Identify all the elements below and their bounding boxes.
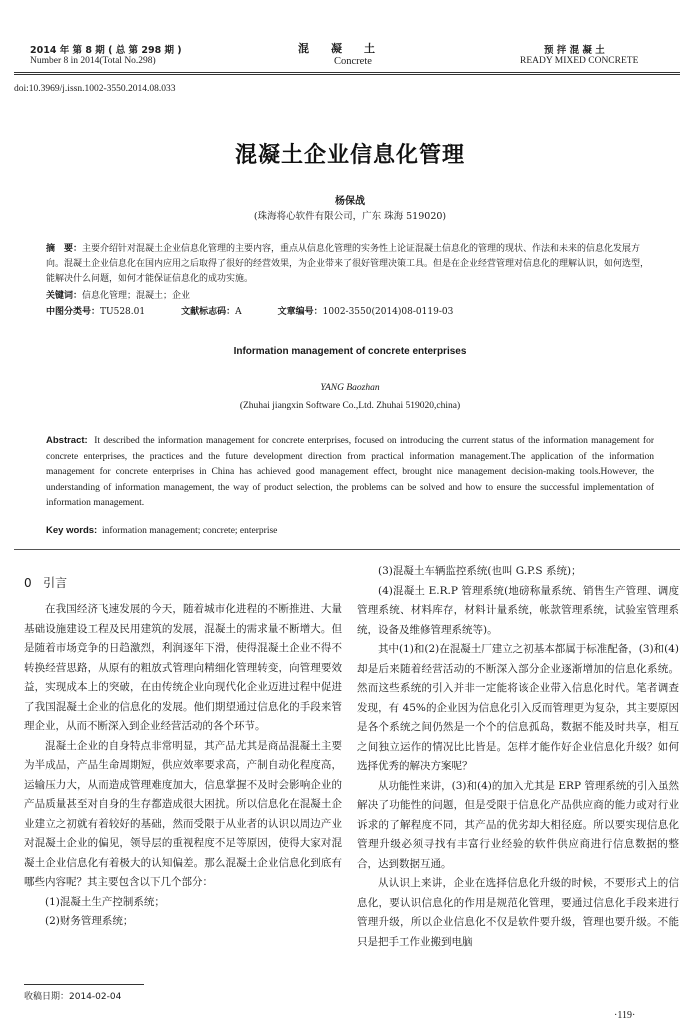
journal-cn: 混 凝 土 (298, 42, 375, 55)
doc-code-value: A (235, 307, 242, 317)
clc-value: TU528.01 (100, 307, 146, 317)
author-en: YANG Baozhan (320, 383, 380, 393)
section-number: 0 (24, 576, 32, 590)
affiliation-en: (Zhuhai jiangxin Software Co.,Ltd. Zhuhai 519020,china) (239, 401, 461, 411)
doc-code-label: 文献标志码： (181, 307, 236, 317)
paper-title-en: Information management of concrete enterprises (233, 346, 467, 357)
list-item: (1)混凝土生产控制系统； (45, 895, 165, 908)
keywords-cn (46, 289, 654, 304)
affiliation-cn: (珠海将心软件有限公司，广东 珠海 519020) (253, 211, 447, 222)
article-no-value: 1002-3550(2014)08-0119-03 (322, 307, 454, 317)
body-paragraph: 在我国经济飞速发展的今天，随着城市化进程的不断推进、大量基础设施建设工程及民用建筑的发展，混凝土的需求量不断增大。但是随着市场竞争的日趋激烈，利润逐年下滑，使得混凝土企业不得不转换经营思路，从原有的粗放式管理向精细化管理转变，向管理要效益，实现成本上的突破，在由传统企业向现代化企业迈进过程中促进了我国混凝土企业的信息化的发展。他们期望通过信息化的手段来管理企业，从而不断深入到企业经营活动的各个环节。 (24, 603, 342, 732)
left-column (24, 600, 342, 932)
list-item: (4)混凝土 E.R.P 管理系统(地磅称量系统、销售生产管理、调度管理系统、材料库存，材料计量系统，帐款管理系统，试验室管理系统，设备及维修管理系统等)。 (357, 584, 679, 636)
article-no-label: 文章编号： (277, 307, 323, 317)
classification (46, 305, 654, 320)
body-paragraph: 其中(1)和(2)在混凝土厂建立之初基本都属于标准配备，(3)和(4)却是后来随着经营活动的不断深入部分企业逐渐增加的信息化系统。然而这些系统的引入并非一定能将该企业带入信息化时代。笔者调查发现，有 45%的企业因为信息化引入反而管理更为复杂，其主要原因是各个系统之间仍然是一个个的信息孤岛，数据不能及时共享，相互之间独立运作的情况比比皆是。怎样才能作好企业信息化升级？如何选择优秀的解决方案呢？ (357, 643, 679, 772)
keywords-en-text: information management; concrete; enterprise (101, 526, 278, 536)
section-cn: 预 拌 混 凝 土 (544, 45, 605, 56)
page-number: ·119· (614, 1010, 636, 1021)
issue-cn: 2014 年 第 8 期 ( 总 第 298 期 ) (30, 45, 182, 56)
header-rule (14, 72, 680, 73)
abstract-cn (46, 242, 654, 287)
issue-en: Number 8 in 2014(Total No.298) (30, 56, 156, 66)
list-item: (2)财务管理系统； (45, 915, 134, 927)
body-paragraph: 混凝土企业的自身特点非常明显，其产品尤其是商品混凝土主要为半成品，产品生命周期短，供应效率要求高，产制自动化程度高，运输压力大，从而造成管理难度加大，信息掌握不及时会影响企业的产品质量甚至对自身的生存都造成很大困扰。所以信息化在混凝土企业建立之初就有着较好的基础，然而受限于从业者的认识以周边产业对混凝土企业的偏见，领导层的重视程度不足等原因，使得大家对混凝土企业信息化有着极大的认知偏差。那么混凝土企业信息化到底有哪些内容呢？其主要包含以下几个部分： (24, 739, 342, 888)
keywords-en-label: Key words: (46, 525, 98, 536)
keywords-cn-label: 关键词： (46, 291, 83, 301)
body-paragraph: 从认识上来讲，企业在选择信息化升级的时候，不要形式上的信息化，要认识信息化的作用是规范化管理，要通过信息化手段来进行管理升级，所以企业信息化不仅是软件要升级，管理也要升级。不能只是把手工作业搬到电脑 (357, 877, 679, 948)
received-date: 收稿日期：2014-02-04 (24, 992, 122, 1002)
list-item: (3)混凝土车辆监控系统(也叫 G.P.S 系统)； (378, 565, 582, 577)
abstract-divider (14, 549, 680, 550)
section-title: 引言 (43, 576, 68, 590)
header-rule-2 (14, 74, 680, 75)
journal-en: Concrete (334, 56, 372, 67)
clc-label: 中图分类号： (46, 307, 101, 317)
abstract-en-label: Abstract: (46, 435, 88, 446)
abstract-en-text: It described the information management for concrete enterprises, focused on introducing the current status of the information management for concrete enterprises, the practices and the future development direction from practical information management.The application of the information management for concrete enterprises in China has achieved good management effect, brought nice management decision-making tools.However, the understanding of information management, the way of product selection, the problems can be solved and how to ensure the successful implementation of information management. (46, 436, 655, 508)
doi: doi:10.3969/j.issn.1002-3550.2014.08.033 (14, 84, 176, 94)
author-cn: 杨保战 (335, 196, 365, 207)
abstract-cn-text: 主要介绍针对混凝土企业信息化管理的主要内容，重点从信息化管理的实务性上论证混凝土信息化的管理的现状、作法和未来的信息化发展方向。混凝土企业信息化在国内应用之后取得了很好的经营效果，为企业带来了很好管理决策工具。但是在企业经营管理对信息化的理解认识，如何选型，能解决什么问题，如何才能保证信息化的成功实施。 (46, 244, 650, 284)
footnote-rule (24, 984, 144, 985)
right-column (357, 562, 679, 952)
keywords-en (46, 523, 654, 540)
section-heading (24, 574, 67, 591)
abstract-en (46, 433, 654, 512)
section-en: READY MIXED CONCRETE (520, 56, 639, 66)
keywords-cn-text: 信息化管理；混凝土；企业 (82, 291, 191, 301)
paper-title-cn: 混凝土企业信息化管理 (234, 143, 465, 168)
abstract-cn-label: 摘 要： (46, 244, 83, 254)
body-paragraph: 从功能性来讲，(3)和(4)的加入尤其是 ERP 管理系统的引入虽然解决了功能性的问题，但是受限于信息化产品供应商的能力或对行业诉求的了解程度不同，其产品的优劣却大相径庭。所以要实现信息化管理升级必须寻找有丰富行业经验的软件供应商进行信息数据的整合，达到数据互通。 (357, 779, 679, 870)
